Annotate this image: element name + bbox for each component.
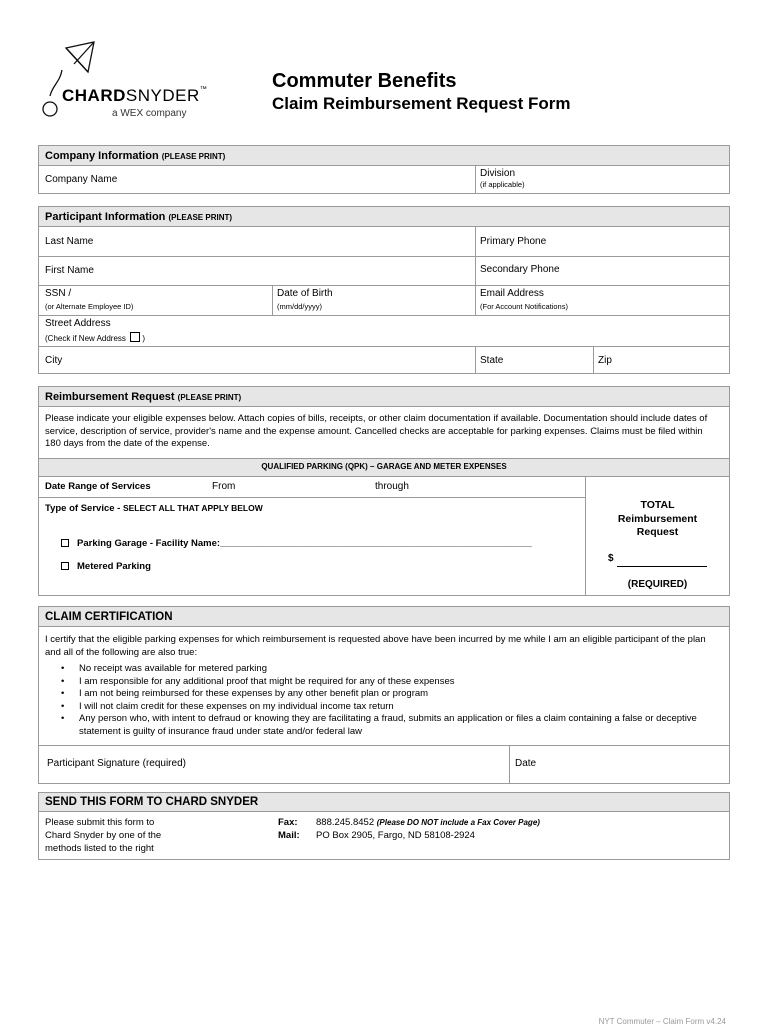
send-instructions-line1: Please submit this form to	[45, 817, 155, 828]
parking-garage-option[interactable]	[59, 538, 579, 552]
city-field[interactable]	[39, 346, 475, 374]
claim-certification-section	[38, 606, 730, 784]
email-label: Email Address	[480, 288, 544, 299]
signature-label: Participant Signature (required)	[47, 758, 186, 769]
participant-information-section	[38, 206, 730, 374]
total-label-line1: TOTAL	[640, 499, 675, 511]
secondary-phone-field[interactable]	[476, 256, 729, 285]
form-version-footer: NYT Commuter – Claim Form v4.24	[598, 1017, 726, 1026]
kite-icon	[38, 40, 108, 124]
street-label: Street Address	[45, 318, 111, 329]
email-address-field[interactable]	[476, 285, 729, 315]
state-field[interactable]	[476, 346, 593, 374]
from-label: From	[212, 481, 236, 492]
metered-parking-option[interactable]	[59, 561, 359, 575]
division-note: (if applicable)	[480, 180, 525, 189]
ssn-label: SSN /	[45, 288, 72, 299]
street-note: (Check if New Address	[45, 334, 126, 343]
list-item: • No receipt was available for metered parking	[39, 663, 719, 676]
page-title: Commuter Benefits	[272, 70, 457, 92]
first-name-label: First Name	[45, 265, 94, 276]
company-name-field[interactable]	[39, 166, 475, 194]
primary-phone-field[interactable]	[476, 227, 729, 256]
required-note: (REQUIRED)	[627, 579, 688, 590]
metered-parking-label: Metered Parking	[77, 561, 151, 572]
fax-number: 888.245.8452	[316, 817, 375, 828]
primary-phone-label: Primary Phone	[480, 236, 547, 247]
ssn-field[interactable]	[39, 285, 272, 315]
send-form-section	[38, 792, 730, 860]
first-name-field[interactable]	[39, 256, 475, 285]
date-of-birth-field[interactable]	[273, 285, 475, 315]
email-note: (For Account Notifications)	[480, 302, 568, 311]
date-range-field[interactable]	[39, 477, 585, 497]
signature-date-field[interactable]	[510, 745, 729, 784]
send-instructions-line3: methods listed to the right	[45, 843, 154, 854]
send-section-title: SEND THIS FORM TO CHARD SNYDER	[45, 796, 259, 808]
certification-list	[39, 663, 719, 738]
new-address-checkbox[interactable]	[130, 332, 140, 342]
total-request-box	[586, 477, 729, 596]
last-name-field[interactable]	[39, 227, 475, 256]
total-amount-field[interactable]	[608, 553, 708, 569]
participant-section-title: Participant Information	[45, 211, 166, 223]
secondary-phone-label: Secondary Phone	[480, 264, 560, 275]
company-section-note: (PLEASE PRINT)	[161, 152, 226, 161]
reimbursement-instructions: Please indicate your eligible expenses below. Attach copies of bills, receipts, or other claim documentation if available. Documentation should include dates of service, description of service, provider's name and the expense amount. Cancelled checks are acceptable for parking expenses. Claims must be filed within 180 days from the date of the expense.	[45, 413, 708, 449]
division-label: Division	[480, 168, 516, 179]
city-label: City	[45, 355, 63, 366]
metered-parking-checkbox[interactable]	[61, 562, 69, 570]
certification-title: CLAIM CERTIFICATION	[45, 611, 173, 623]
send-instructions-line2: Chard Snyder by one of the	[45, 830, 162, 841]
logo-wordmark-light: SNYDER	[125, 86, 200, 105]
street-note-close: )	[142, 334, 146, 343]
mail-label: Mail:	[278, 830, 300, 841]
zip-field[interactable]	[594, 346, 729, 374]
total-label-line3: Request	[636, 526, 679, 538]
state-label: State	[480, 355, 504, 366]
reimbursement-section-note: (PLEASE PRINT)	[177, 393, 242, 402]
chard-snyder-logo	[38, 40, 208, 124]
dollar-sign: $	[608, 553, 614, 564]
logo-trademark: ™	[199, 86, 208, 93]
mail-address: PO Box 2905, Fargo, ND 58108-2924	[316, 830, 475, 841]
zip-label: Zip	[598, 355, 612, 366]
type-of-service-label: Type of Service -	[45, 503, 121, 514]
dob-label: Date of Birth	[277, 288, 333, 299]
street-address-field[interactable]	[39, 315, 729, 346]
participant-section-note: (PLEASE PRINT)	[168, 213, 233, 222]
logo-tagline: a WEX company	[112, 108, 187, 119]
company-information-section	[38, 145, 730, 194]
last-name-label: Last Name	[45, 236, 94, 247]
certification-intro: I certify that the eligible parking expenses for which reimbursement is requested above have been incurred by me while I am an eligible participant of the plan and all of the following are also true:	[45, 634, 706, 658]
parking-garage-checkbox[interactable]	[61, 539, 69, 547]
page-subtitle: Claim Reimbursement Request Form	[272, 94, 571, 113]
total-label-line2: Reimbursement	[617, 513, 698, 525]
list-item: • Any person who, with intent to defraud or knowing they are facilitating a fraud, submits an application or files a claim containing a false or deceptive statement is guilty of insurance fraud under state and/or federal law	[39, 713, 719, 738]
through-label: through	[375, 481, 409, 492]
reimbursement-request-section	[38, 386, 730, 596]
list-item: • I am not being reimbursed for these expenses by any other benefit plan or program	[39, 688, 719, 701]
participant-signature-field[interactable]	[39, 745, 509, 784]
company-section-title: Company Information	[45, 150, 159, 162]
date-range-label: Date Range of Services	[45, 481, 151, 492]
qpk-header: QUALIFIED PARKING (QPK) – GARAGE AND METER EXPENSES	[261, 462, 507, 471]
company-name-label: Company Name	[45, 174, 118, 185]
reimbursement-section-title: Reimbursement Request	[45, 391, 175, 403]
logo-wordmark-bold: CHARD	[62, 86, 126, 105]
list-item: • I will not claim credit for these expenses on my individual income tax return	[39, 701, 719, 714]
dob-note: (mm/dd/yyyy)	[277, 302, 322, 311]
list-item: • I am responsible for any additional proof that might be required for any of these expenses	[39, 676, 719, 689]
select-all-note: SELECT ALL THAT APPLY BELOW	[122, 503, 263, 513]
division-field[interactable]	[476, 166, 729, 194]
parking-garage-label: Parking Garage - Facility Name:___________________________________________________________	[77, 538, 532, 549]
fax-note: (Please DO NOT include a Fax Cover Page)	[376, 818, 540, 827]
signature-date-label: Date	[515, 758, 537, 769]
ssn-note: (or Alternate Employee ID)	[45, 302, 134, 311]
fax-label: Fax:	[278, 817, 298, 828]
